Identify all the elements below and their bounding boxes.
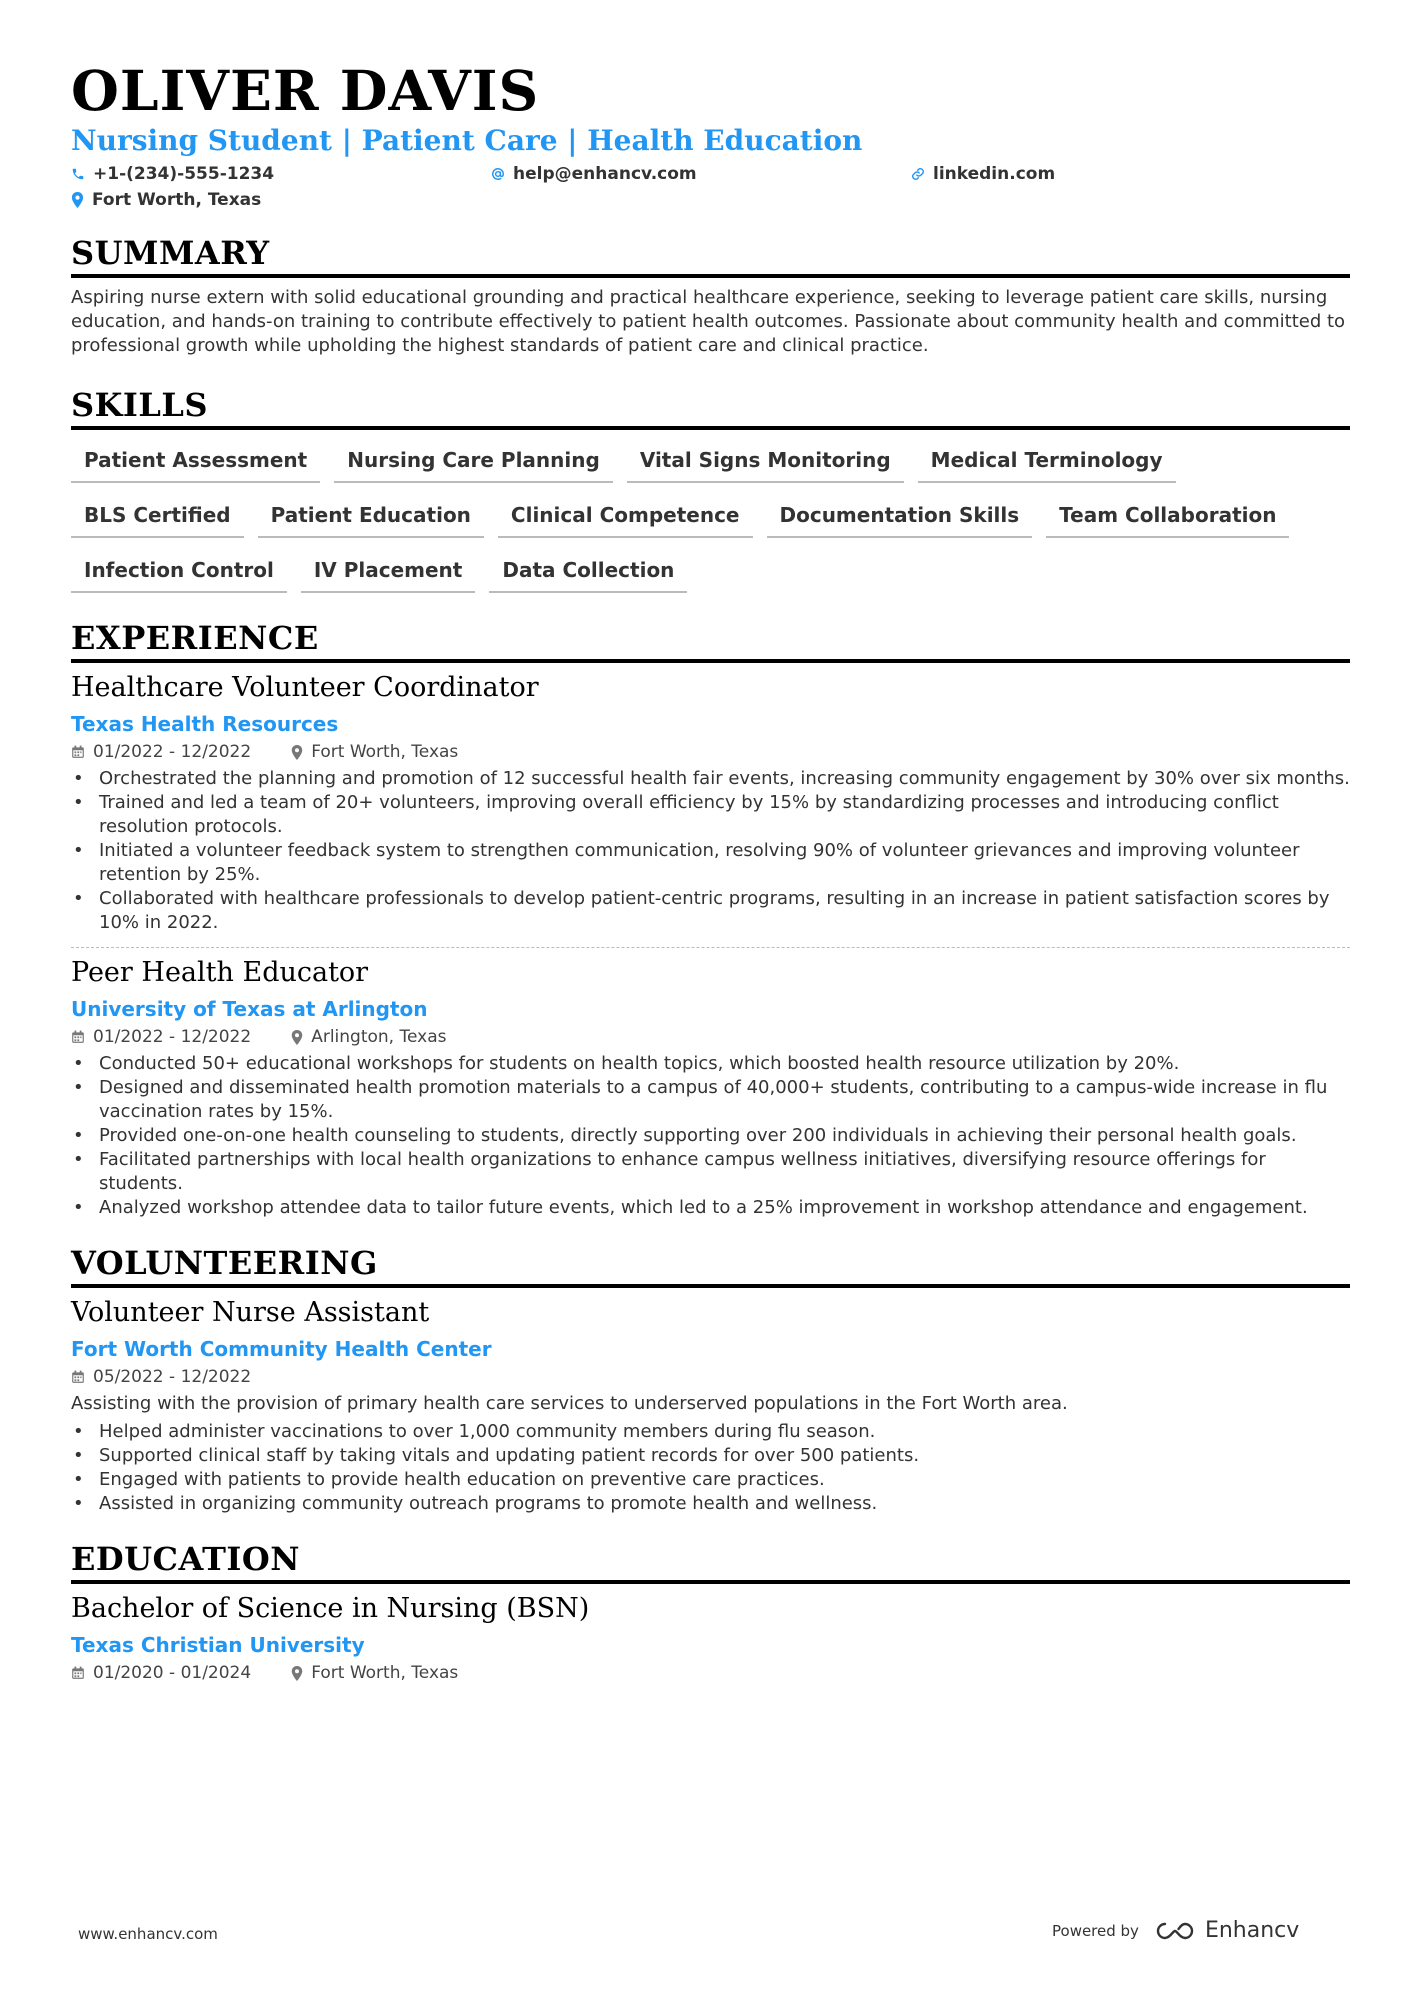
skill-tag: Patient Assessment	[71, 442, 320, 483]
email-text: help@enhancv.com	[513, 164, 697, 184]
contact-location	[71, 190, 491, 210]
skill-tag: Clinical Competence	[498, 497, 753, 538]
volunteering-section	[71, 1244, 1350, 1516]
job-title: Healthcare Volunteer Coordinator	[71, 672, 539, 703]
contact-linkedin[interactable]	[911, 164, 1331, 184]
bullet-item: • Analyzed workshop attendee data to tailor future events, which led to a 25% improvement in workshop attendance and engagement.	[71, 1196, 1350, 1220]
summary-section	[71, 234, 1350, 358]
calendar-icon	[71, 745, 85, 759]
linkedin-text: linkedin.com	[933, 164, 1056, 184]
experience-section	[71, 619, 1350, 1220]
bullet-item: • Helped administer vaccinations to over 1,000 community members during flu season.	[71, 1420, 1350, 1444]
volunteer-dates: 05/2022 - 12/2022	[93, 1367, 252, 1387]
skill-tag: Vital Signs Monitoring	[627, 442, 904, 483]
footer-branding	[1052, 1918, 1299, 1943]
brand-name: Enhancv	[1204, 1918, 1300, 1943]
summary-title: SUMMARY	[71, 234, 270, 272]
bullet-item: • Engaged with patients to provide health education on preventive care practices.	[71, 1468, 1350, 1492]
calendar-icon	[71, 1030, 85, 1044]
section-divider	[71, 1580, 1350, 1584]
footer-website[interactable]: www.enhancv.com	[78, 1925, 218, 1943]
job-dates: 01/2022 - 12/2022	[93, 742, 252, 762]
job-location: Arlington, Texas	[311, 1027, 447, 1047]
location-text: Fort Worth, Texas	[92, 190, 262, 210]
at-icon	[491, 167, 505, 181]
calendar-icon	[71, 1666, 85, 1680]
bullet-item: • Conducted 50+ educational workshops for students on health topics, which boosted health resource utilization by 20%.	[71, 1052, 1350, 1076]
skill-tag: Nursing Care Planning	[334, 442, 613, 483]
bullet-item: • Supported clinical staff by taking vitals and updating patient records for over 500 patients.	[71, 1444, 1350, 1468]
skills-title: SKILLS	[71, 386, 208, 424]
education-location: Fort Worth, Texas	[311, 1663, 459, 1683]
education-title: EDUCATION	[71, 1540, 300, 1578]
company-name[interactable]: University of Texas at Arlington	[71, 997, 428, 1021]
bullet-item: • Provided one-on-one health counseling to students, directly supporting over 200 individuals in achieving their personal health goals.	[71, 1124, 1350, 1148]
volunteer-org[interactable]: Fort Worth Community Health Center	[71, 1337, 492, 1361]
volunteering-title: VOLUNTEERING	[71, 1244, 378, 1282]
brand-logo[interactable]	[1153, 1918, 1299, 1943]
company-name[interactable]: Texas Health Resources	[71, 712, 339, 736]
bullet-item: • Designed and disseminated health promotion materials to a campus of 40,000+ students, contributing to a campus-wide increase in flu vaccination rates by 15%.	[71, 1076, 1350, 1124]
education-meta	[71, 1662, 1350, 1684]
calendar-icon	[71, 1370, 85, 1384]
volunteer-role: Volunteer Nurse Assistant	[71, 1297, 430, 1328]
skill-tag: Documentation Skills	[767, 497, 1033, 538]
entry-divider	[71, 947, 1350, 948]
job-title: Peer Health Educator	[71, 957, 369, 988]
education-dates: 01/2020 - 01/2024	[93, 1663, 252, 1683]
bullet-item: • Initiated a volunteer feedback system to strengthen communication, resolving 90% of volunteer grievances and improving volunteer retention by 25%.	[71, 839, 1350, 887]
link-icon	[911, 167, 925, 181]
location-pin-icon	[291, 1666, 303, 1681]
phone-icon	[71, 167, 85, 181]
skills-list	[71, 442, 1331, 593]
education-section	[71, 1540, 1350, 1684]
location-pin-icon	[71, 192, 84, 208]
job-dates: 01/2022 - 12/2022	[93, 1027, 252, 1047]
volunteer-description: Assisting with the provision of primary health care services to underserved populations in the Fort Worth area.	[71, 1393, 1068, 1414]
skill-tag: Team Collaboration	[1046, 497, 1289, 538]
job-location: Fort Worth, Texas	[311, 742, 459, 762]
bullet-item: • Orchestrated the planning and promotion of 12 successful health fair events, increasing community engagement by 30% over six months.	[71, 767, 1350, 791]
contact-phone[interactable]	[71, 164, 491, 184]
experience-entry	[71, 671, 1350, 935]
job-meta	[71, 1026, 1350, 1048]
section-divider	[71, 426, 1350, 430]
powered-by-text: Powered by	[1052, 1921, 1139, 1940]
resume	[71, 58, 1350, 1684]
school-name[interactable]: Texas Christian University	[71, 1633, 365, 1657]
contact-info	[71, 164, 1350, 210]
experience-entry	[71, 956, 1350, 1220]
job-meta	[71, 741, 1350, 763]
section-divider	[71, 274, 1350, 278]
section-divider	[71, 659, 1350, 663]
skill-tag: IV Placement	[301, 552, 476, 593]
skills-section	[71, 386, 1350, 593]
headline: Nursing Student | Patient Care | Health Education	[71, 124, 863, 157]
bullet-item: • Collaborated with healthcare professionals to develop patient-centric programs, resulting in an increase in patient satisfaction scores by 10% in 2022.	[71, 887, 1350, 935]
enhancv-logo-icon	[1153, 1920, 1197, 1942]
bullet-item: • Facilitated partnerships with local health organizations to enhance campus wellness initiatives, diversifying resource offerings for students.	[71, 1148, 1350, 1196]
candidate-name: OLIVER DAVIS	[71, 58, 540, 123]
contact-email[interactable]	[491, 164, 911, 184]
volunteer-bullets	[71, 1420, 1350, 1516]
location-pin-icon	[291, 1030, 303, 1045]
skill-tag: Medical Terminology	[918, 442, 1176, 483]
job-bullets	[71, 1052, 1350, 1220]
volunteer-meta	[71, 1366, 1350, 1388]
location-pin-icon	[291, 745, 303, 760]
job-bullets	[71, 767, 1350, 935]
bullet-item: • Trained and led a team of 20+ volunteers, improving overall efficiency by 15% by standardizing processes and introducing conflict resolution protocols.	[71, 791, 1350, 839]
skill-tag: Patient Education	[258, 497, 484, 538]
section-divider	[71, 1284, 1350, 1288]
phone-text: +1-(234)-555-1234	[93, 164, 275, 184]
experience-title: EXPERIENCE	[71, 619, 319, 657]
skill-tag: Infection Control	[71, 552, 287, 593]
summary-text: Aspiring nurse extern with solid educational grounding and practical healthcare experience, seeking to leverage patient care skills, nursing education, and hands-on training to contribute effectively to patient health outcomes. Passionate about community health and committed to professional growth while upholding the highest standards of patient care and clinical practice.	[71, 287, 1346, 356]
skill-tag: BLS Certified	[71, 497, 244, 538]
degree-title: Bachelor of Science in Nursing (BSN)	[71, 1593, 590, 1624]
skill-tag: Data Collection	[489, 552, 687, 593]
bullet-item: • Assisted in organizing community outreach programs to promote health and wellness.	[71, 1492, 1350, 1516]
